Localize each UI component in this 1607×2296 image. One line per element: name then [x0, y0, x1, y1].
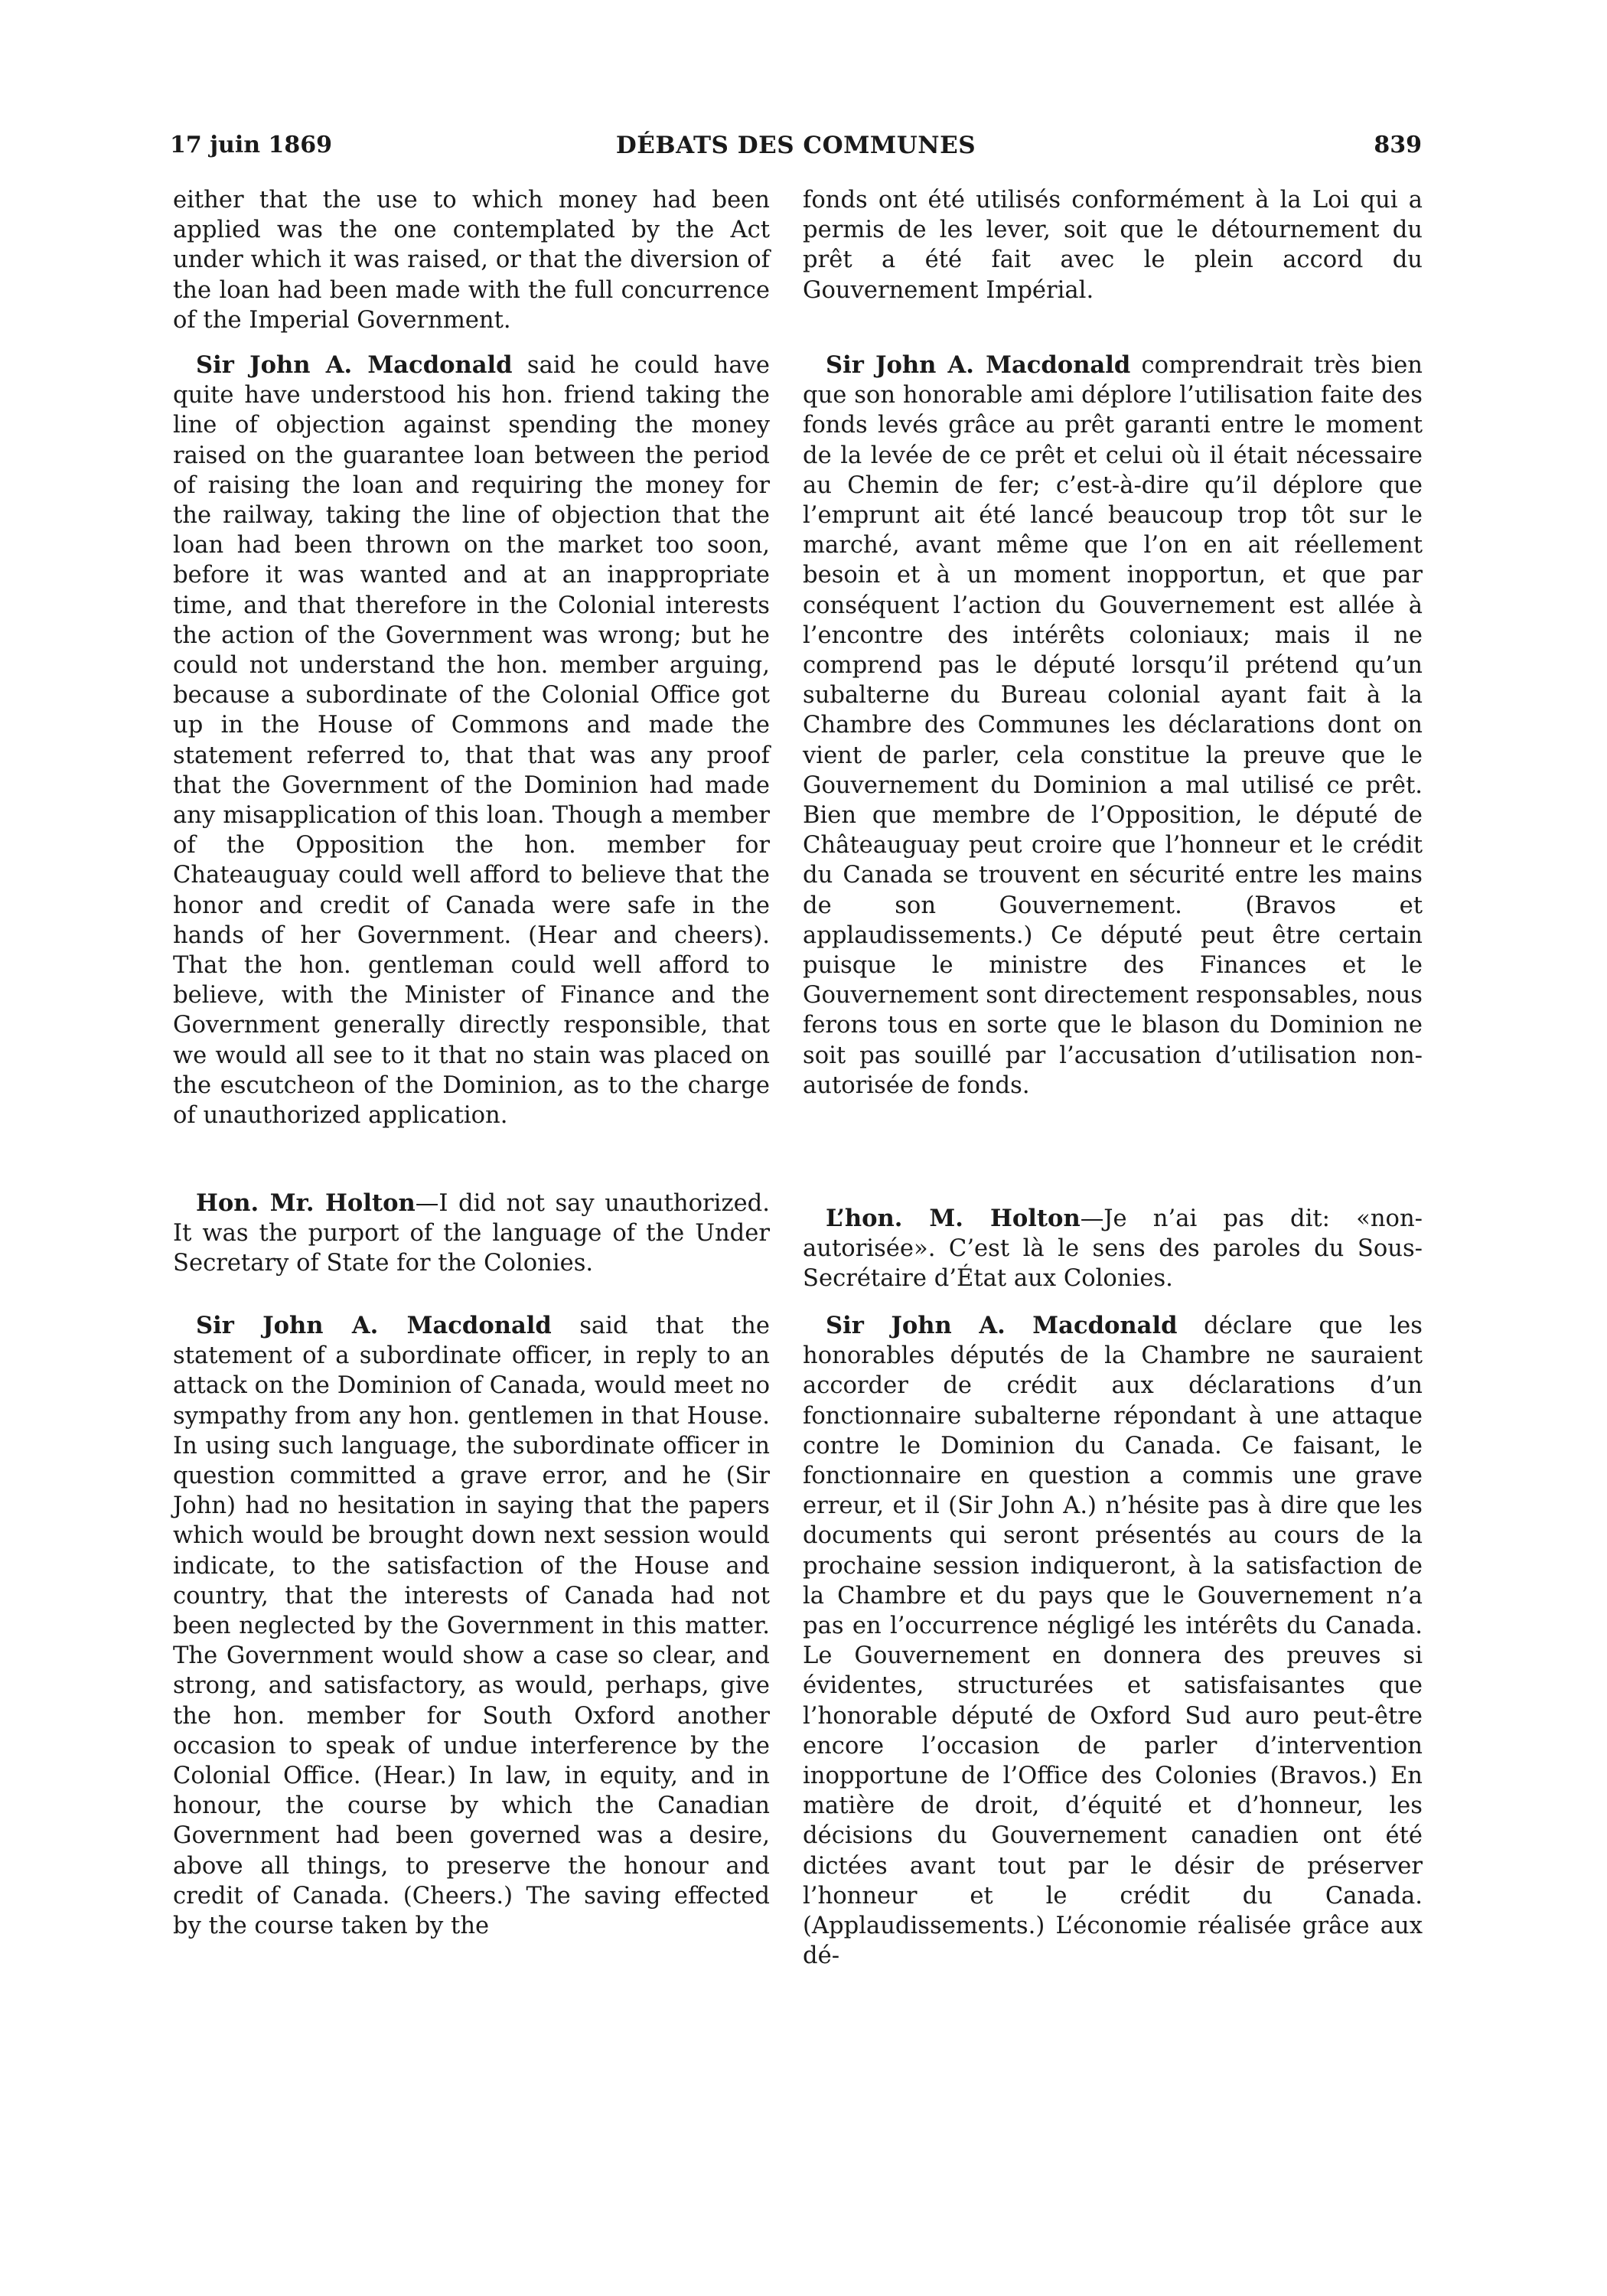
paragraph-text: déclare que les honorables députés de la Chambre ne sauraient accorder de crédit aux déclarations d’un fonctionnaire subalterne répondant à une attaque contre le Dominion du Canada. Ce faisant, le fonctionnaire en question a commis une grave erreur, et il (Sir John A.) n’hésite pas à dire que les documents qui seront présentés au cours de la prochaine session indiqueront, à la satisfaction de la Chambre et du pays que le Gouvernement n’a pas en l’occurrence négligé les intérêts du Canada. Le Gouvernement en donnera des preuves si évidentes, structurées et satisfaisantes que l’honorable député de Oxford Sud auro peut-être encore l’occasion de parler d’intervention inopportune de l’Office des Colonies (Bravos.) En matière de droit, d’équité et d’honneur, les décisions du Gouvernement canadien ont été dictées avant tout par le désir de préserver l’honneur et le crédit du Canada. (Applaudissements.) L’économie réalisée grâce aux dé-: [803, 1313, 1423, 1970]
paragraph-text: said he could have quite have understood his hon. friend taking the line of objection against spending the money raised on the guarantee loan between the period of raising the loan and requiring the money for the railway, taking the line of objection that the loan had been thrown on the market too soon, before it was wanted and at an inappropriate time, and that therefore in the Colonial interests the action of the Government was wrong; but he could not understand the hon. member arguing, because a subordinate of the Colonial Office got up in the House of Commons and made the statement referred to, that that was any proof that the Government of the Dominion had made any misapplication of this loan. Though a member of the Opposition the hon. member for Chateauguay could well afford to believe that the honor and credit of Canada were safe in the hands of her Government. (Hear and cheers). That the hon. gentleman could well afford to believe, with the Minister of Finance and the Government generally directly responsible, that we would all see to it that no stain was placed on the escutcheon of the Dominion, as to the charge of unauthorized application.: [173, 352, 770, 1130]
english-paragraph-1: [173, 185, 770, 335]
english-paragraph-2: [173, 351, 770, 1130]
french-paragraph-1: [803, 185, 1423, 305]
speaker-name: Sir John A. Macdonald: [826, 1312, 1178, 1339]
paragraph-text: comprendrait très bien que son honorable ami déplore l’utilisation faite des fonds levés grâce au prêt garanti entre le moment de la levée de ce prêt et celui où il était nécessaire au Chemin de fer; c’est-à-dire qu’il déplore que l’emprunt ait été lancé beaucoup trop tôt sur le marché, avant même que l’on en ait réellement besoin et à un moment inopportun, et que par conséquent l’action du Gouvernement est allée à l’encontre des intérêts coloniaux; mais il ne comprend pas le député lorsqu’il prétend qu’un subalterne du Bureau colonial ayant fait à la Chambre des Communes les déclarations dont on vient de parler, cela constitue la preuve que le Gouvernement du Dominion a mal utilisé ce prêt. Bien que membre de l’Opposition, le député de Châteauguay peut croire que l’honneur et le crédit du Canada se trouvent en sécurité entre les mains de son Gouvernement. (Bravos et applaudissements.) Ce député peut être certain puisque le ministre des Finances et le Gouvernement sont directement responsables, nous ferons tous en sorte que le blason du Dominion ne soit pas souillé par l’accusation d’utilisation non-autorisée de fonds.: [803, 352, 1423, 1099]
speaker-name: Sir John A. Macdonald: [196, 1312, 552, 1339]
french-paragraph-2: [803, 351, 1423, 1101]
french-paragraph-4: [803, 1311, 1423, 1971]
english-paragraph-3: [173, 1189, 770, 1279]
page-number: 839: [1374, 132, 1422, 158]
paragraph-text: either that the use to which money had been applied was the one contemplated by the Act under which it was raised, or that the diversion of the loan had been made with the full concurrence of the Imperial Government.: [173, 187, 770, 334]
speaker-name: L’hon. M. Holton: [826, 1205, 1081, 1232]
paragraph-text: —Je n’ai pas dit: «non-autorisée». C’est là le sens des paroles du Sous-Secrétaire d’État aux Colonies.: [803, 1205, 1423, 1293]
english-paragraph-4: [173, 1311, 770, 1941]
paragraph-text: —I did not say unauthorized. It was the purport of the language of the Under Secretary of State for the Colonies.: [173, 1190, 770, 1277]
french-paragraph-3: [803, 1204, 1423, 1294]
page-header: [170, 132, 1422, 162]
speaker-name: Sir John A. Macdonald: [826, 351, 1131, 379]
header-title: DÉBATS DES COMMUNES: [615, 132, 976, 159]
speaker-name: Sir John A. Macdonald: [196, 351, 513, 379]
paragraph-text: fonds ont été utilisés conformément à la Loi qui a permis de les lever, soit que le détournement du prêt a été fait avec le plein accord du Gouvernement Impérial.: [803, 187, 1423, 304]
header-date: 17 juin 1869: [170, 132, 333, 158]
speaker-name: Hon. Mr. Holton: [196, 1189, 416, 1217]
paragraph-text: said that the statement of a subordinate officer, in reply to an attack on the Dominion of Canada, would meet no sympathy from any hon. gentlemen in that House. In using such language, the subordinate officer in question committed a grave error, and he (Sir John) had no hesitation in saying that the papers which would be brought down next session would indicate, to the satisfaction of the House and country, that the interests of Canada had not been neglected by the Government in this matter. The Government would show a case so clear, and strong, and satisfactory, as would, perhaps, give the hon. member for South Oxford another occasion to speak of undue interference by the Colonial Office. (Hear.) In law, in equity, and in honour, the course by which the Canadian Government had been governed was a desire, above all things, to preserve the honour and credit of Canada. (Cheers.) The saving effected by the course taken by the: [173, 1313, 770, 1940]
